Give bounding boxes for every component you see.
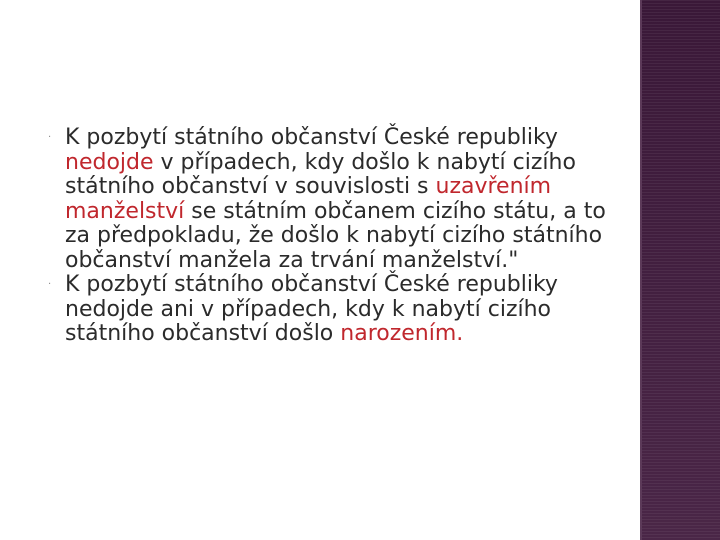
bullet-marker-icon: · <box>48 132 52 143</box>
sidebar-stripe <box>642 321 720 322</box>
sidebar-stripe <box>642 207 720 208</box>
sidebar-stripe <box>642 99 720 100</box>
sidebar-stripe <box>642 255 720 256</box>
sidebar-stripe <box>642 324 720 325</box>
sidebar-stripe <box>642 246 720 247</box>
sidebar-stripe <box>642 399 720 400</box>
sidebar-stripe <box>642 483 720 484</box>
sidebar-stripe <box>642 39 720 40</box>
sidebar-stripe <box>642 447 720 448</box>
sidebar-stripe <box>642 198 720 199</box>
bullet-text-1-part-5: se státním občanem cizího státu, a to za předpokladu, že došlo k nabytí cizího státního občanství manžela za trvání manželství." <box>65 198 606 273</box>
sidebar-stripe <box>642 471 720 472</box>
sidebar-stripe <box>642 252 720 253</box>
sidebar-stripe <box>642 366 720 367</box>
sidebar-stripe <box>642 393 720 394</box>
bullet-marker-icon: · <box>48 279 52 290</box>
sidebar-stripe <box>642 381 720 382</box>
bullet-text-2-part-1: K pozbytí státního občanství České republiky nedojde ani v případech, kdy k nabytí cizího státního občanství došlo <box>65 272 558 346</box>
sidebar-stripe <box>642 435 720 436</box>
sidebar-stripe <box>642 390 720 391</box>
sidebar-stripe <box>642 210 720 211</box>
sidebar-stripe <box>642 378 720 379</box>
sidebar-stripe <box>642 405 720 406</box>
sidebar-stripe <box>642 36 720 37</box>
sidebar-stripe <box>642 129 720 130</box>
sidebar-stripe <box>642 234 720 235</box>
sidebar-stripe <box>642 432 720 433</box>
sidebar-stripe <box>642 156 720 157</box>
sidebar-stripe <box>642 417 720 418</box>
sidebar-stripe <box>642 372 720 373</box>
sidebar-stripe <box>642 0 720 1</box>
sidebar-stripe <box>642 21 720 22</box>
sidebar-stripe <box>642 144 720 145</box>
sidebar-stripe <box>642 66 720 67</box>
sidebar-stripe <box>642 387 720 388</box>
sidebar-stripe <box>642 153 720 154</box>
sidebar-stripe <box>642 264 720 265</box>
sidebar-stripe <box>642 282 720 283</box>
sidebar-stripe <box>642 261 720 262</box>
sidebar-stripe <box>642 375 720 376</box>
sidebar-stripe <box>642 273 720 274</box>
sidebar-stripe <box>642 63 720 64</box>
sidebar-stripe <box>642 147 720 148</box>
bullet-item-2 <box>48 273 608 347</box>
sidebar-stripe <box>642 84 720 85</box>
sidebar-stripe <box>642 177 720 178</box>
sidebar-stripe <box>642 528 720 529</box>
sidebar-stripe <box>642 450 720 451</box>
sidebar-stripe <box>642 180 720 181</box>
sidebar-stripe <box>642 384 720 385</box>
sidebar-stripe <box>642 72 720 73</box>
sidebar-stripe <box>642 516 720 517</box>
sidebar-stripe <box>642 228 720 229</box>
sidebar-stripe <box>642 342 720 343</box>
sidebar-stripe <box>642 30 720 31</box>
sidebar-stripe <box>642 336 720 337</box>
sidebar-stripe <box>642 318 720 319</box>
sidebar-stripe <box>642 486 720 487</box>
sidebar-stripe <box>642 285 720 286</box>
sidebar-stripe <box>642 240 720 241</box>
sidebar-stripe <box>642 87 720 88</box>
sidebar-stripe <box>642 369 720 370</box>
sidebar-stripe <box>642 348 720 349</box>
sidebar-stripe <box>642 45 720 46</box>
sidebar-stripe <box>642 243 720 244</box>
sidebar-stripe <box>642 159 720 160</box>
sidebar-stripe <box>642 195 720 196</box>
sidebar-stripe <box>642 108 720 109</box>
sidebar-stripe <box>642 300 720 301</box>
sidebar-stripe <box>642 3 720 4</box>
bullet-item-1 <box>48 126 608 273</box>
sidebar-stripe <box>642 315 720 316</box>
sidebar-stripe <box>642 513 720 514</box>
sidebar-stripe <box>642 33 720 34</box>
sidebar-stripe <box>642 531 720 532</box>
sidebar-stripe <box>642 24 720 25</box>
sidebar-stripe <box>642 132 720 133</box>
sidebar-stripe <box>642 90 720 91</box>
sidebar-stripe <box>642 42 720 43</box>
sidebar-stripe <box>642 57 720 58</box>
sidebar-stripe <box>642 18 720 19</box>
sidebar-stripe <box>642 51 720 52</box>
bullet-list <box>48 126 608 347</box>
sidebar-stripe <box>642 354 720 355</box>
sidebar-stripe <box>642 402 720 403</box>
sidebar-stripe <box>642 507 720 508</box>
sidebar-stripe <box>642 477 720 478</box>
sidebar-stripe <box>642 525 720 526</box>
sidebar-stripe <box>642 468 720 469</box>
sidebar-stripe <box>642 93 720 94</box>
sidebar-stripe <box>642 192 720 193</box>
sidebar-stripe <box>642 438 720 439</box>
sidebar-stripe <box>642 279 720 280</box>
sidebar-stripe <box>642 249 720 250</box>
sidebar-stripe <box>642 537 720 538</box>
sidebar-stripe <box>642 117 720 118</box>
sidebar-stripe <box>642 462 720 463</box>
sidebar-stripe <box>642 288 720 289</box>
sidebar-stripe <box>642 216 720 217</box>
sidebar-stripe <box>642 441 720 442</box>
sidebar-stripe <box>642 345 720 346</box>
sidebar-stripe <box>642 294 720 295</box>
sidebar-stripe <box>642 396 720 397</box>
sidebar-stripe <box>642 495 720 496</box>
sidebar-stripe <box>642 54 720 55</box>
sidebar-stripe <box>642 270 720 271</box>
sidebar-stripe <box>642 420 720 421</box>
sidebar-stripe <box>642 27 720 28</box>
sidebar-stripe <box>642 510 720 511</box>
bullet-text-1-part-1: K pozbytí státního občanství České republiky <box>65 125 558 150</box>
sidebar-stripe <box>642 9 720 10</box>
sidebar-stripe <box>642 81 720 82</box>
sidebar-stripe <box>642 357 720 358</box>
sidebar-stripe <box>642 474 720 475</box>
sidebar-stripe <box>642 291 720 292</box>
sidebar-stripe <box>642 225 720 226</box>
sidebar-stripe <box>642 459 720 460</box>
highlight-narozenim: narozením. <box>340 321 464 346</box>
sidebar-stripe <box>642 96 720 97</box>
sidebar-stripe <box>642 309 720 310</box>
sidebar-stripe <box>642 276 720 277</box>
sidebar-stripe <box>642 183 720 184</box>
sidebar-stripe <box>642 204 720 205</box>
sidebar-stripe <box>642 414 720 415</box>
sidebar-stripe <box>642 75 720 76</box>
sidebar-stripe <box>642 171 720 172</box>
sidebar-stripe <box>642 489 720 490</box>
sidebar-stripe <box>642 165 720 166</box>
sidebar-stripe <box>642 231 720 232</box>
highlight-uzavreni-manzelstvi: uzavřením manželství <box>65 174 552 224</box>
sidebar-stripe <box>642 408 720 409</box>
sidebar-stripe <box>642 162 720 163</box>
sidebar-stripe <box>642 339 720 340</box>
sidebar-stripe <box>642 12 720 13</box>
sidebar-stripe <box>642 330 720 331</box>
sidebar-stripe <box>642 453 720 454</box>
sidebar-stripe <box>642 201 720 202</box>
sidebar-stripe <box>642 168 720 169</box>
sidebar-stripe <box>642 138 720 139</box>
sidebar-stripe <box>642 534 720 535</box>
sidebar-stripe <box>642 102 720 103</box>
sidebar-stripe <box>642 333 720 334</box>
sidebar-stripe <box>642 78 720 79</box>
sidebar-stripe <box>642 456 720 457</box>
sidebar-stripe <box>642 501 720 502</box>
sidebar-stripe <box>642 60 720 61</box>
sidebar-stripe <box>642 429 720 430</box>
sidebar-stripe <box>642 120 720 121</box>
sidebar-stripe <box>642 258 720 259</box>
sidebar-stripe <box>642 480 720 481</box>
sidebar-stripe <box>642 363 720 364</box>
sidebar-stripe <box>642 411 720 412</box>
sidebar-stripe <box>642 297 720 298</box>
sidebar-stripe <box>642 15 720 16</box>
sidebar-stripe <box>642 444 720 445</box>
sidebar-stripe <box>642 135 720 136</box>
sidebar-stripe <box>642 423 720 424</box>
sidebar-stripe <box>642 519 720 520</box>
sidebar-stripe <box>642 174 720 175</box>
sidebar-stripe <box>642 189 720 190</box>
sidebar-stripe <box>642 186 720 187</box>
sidebar-stripe <box>642 360 720 361</box>
sidebar-stripe <box>642 213 720 214</box>
sidebar-stripe <box>642 306 720 307</box>
sidebar-stripe <box>642 327 720 328</box>
sidebar-stripe <box>642 219 720 220</box>
highlight-nedojde: nedojde <box>65 149 154 175</box>
sidebar-stripe <box>642 105 720 106</box>
sidebar-stripe <box>642 351 720 352</box>
sidebar-stripe <box>642 492 720 493</box>
sidebar-stripe <box>642 426 720 427</box>
sidebar-stripe <box>642 111 720 112</box>
sidebar-stripe <box>642 48 720 49</box>
sidebar-stripe <box>642 267 720 268</box>
sidebar-stripe <box>642 150 720 151</box>
sidebar-stripe <box>642 504 720 505</box>
sidebar-stripe <box>642 522 720 523</box>
sidebar-stripe <box>642 6 720 7</box>
sidebar-stripe <box>642 123 720 124</box>
sidebar-stripe <box>642 222 720 223</box>
decorative-sidebar <box>642 0 720 540</box>
sidebar-stripe <box>642 126 720 127</box>
sidebar-stripe <box>642 312 720 313</box>
bullet-text-1-part-3: v případech, kdy došlo k nabytí cizího státního občanství v souvislosti s <box>65 149 576 199</box>
sidebar-stripe <box>642 465 720 466</box>
sidebar-stripe <box>642 237 720 238</box>
sidebar-stripe <box>642 141 720 142</box>
sidebar-stripe <box>642 303 720 304</box>
sidebar-stripe <box>642 498 720 499</box>
sidebar-stripe <box>642 69 720 70</box>
sidebar-stripe <box>642 114 720 115</box>
